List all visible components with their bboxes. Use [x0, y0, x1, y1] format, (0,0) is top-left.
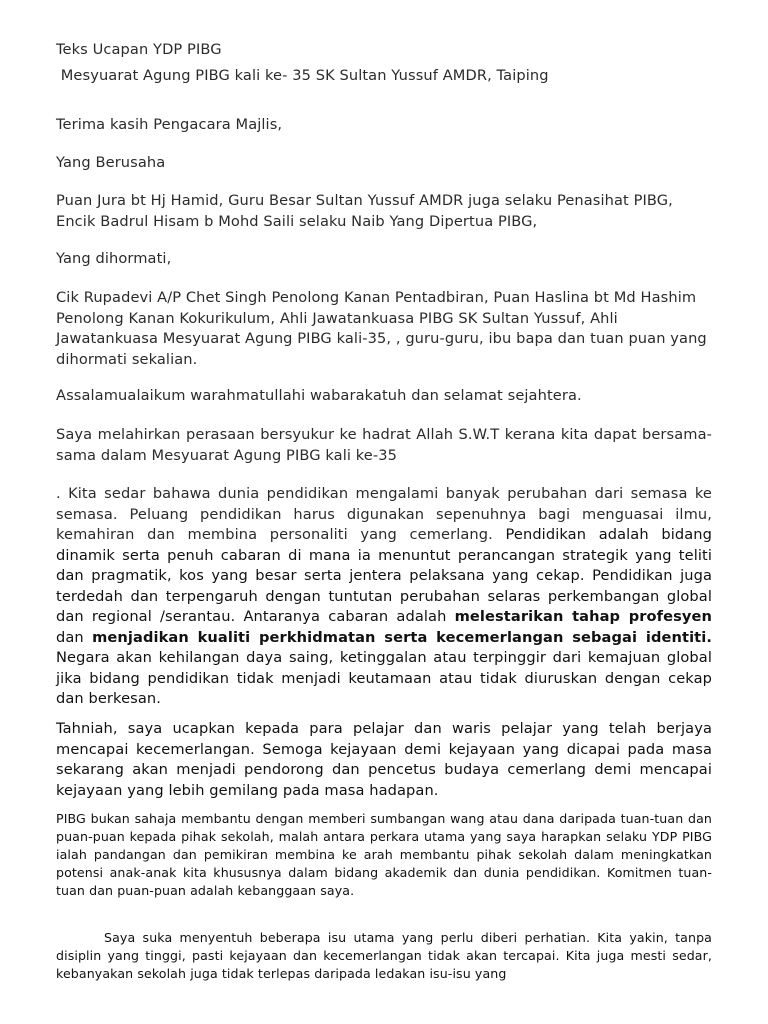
paragraph-dignitaries: Puan Jura bt Hj Hamid, Guru Besar Sultan Yussuf AMDR juga selaku Penasihat PIBG, Encik Badrul Hisam b Mohd Saili selaku Naib Yang Dipertua PIBG, [56, 192, 673, 230]
document-subtitle: Mesyuarat Agung PIBG kali ke- 35 SK Sultan Yussuf AMDR, Taiping [56, 67, 549, 84]
paragraph-congratulations: Tahniah, saya ucapkan kepada para pelajar dan waris pelajar yang telah berjaya mencapai kecemerlangan. Semoga kejayaan demi kejayaan yang dicapai pada masa sekarang akan menjadi pendorong dan pencetus budaya cemerlang demi mencapai kejayaan yang lebih gemilang pada masa hadapan. [56, 720, 712, 799]
greeting-line: Assalamualaikum warahmatullahi wabarakatuh dan selamat sejahtera. [56, 387, 582, 404]
salutation-dihormati: Yang dihormati, [56, 250, 172, 267]
paragraph-key-issues: Saya suka menyentuh beberapa isu utama yang perlu diberi perhatian. Kita yakin, tanpa disiplin yang tinggi, pasti kejayaan dan kecemerlangan tidak akan tercapai. Kita juga mesti sedar, kebanyakan sekolah juga tidak terlepas daripada ledakan isu-isu yang [56, 930, 712, 981]
bold-phrase: melestarikan tahap profesyen [454, 608, 712, 625]
thanks-line: Terima kasih Pengacara Majlis, [56, 116, 283, 133]
document-title: Teks Ucapan YDP PIBG [56, 41, 222, 58]
paragraph-text: Negara akan kehilangan daya saing, ketinggalan atau terpinggir dari kemajuan global jika bidang pendidikan tidak menjadi keutamaan atau tidak diuruskan dengan cekap dan berkesan. [56, 649, 712, 707]
bold-phrase: menjadikan kualiti perkhidmatan serta kecemerlangan sebagai identiti. [92, 628, 713, 646]
paragraph-gratitude: Saya melahirkan perasaan bersyukur ke hadrat Allah S.W.T kerana kita dapat bersama-sama dalam Mesyuarat Agung PIBG kali ke-35 [56, 426, 712, 464]
paragraph-text: Pendidikan adalah bidang dinamik serta penuh cabaran di mana ia menuntut perancangan strategik yang teliti dan pragmatik, kos yang besar serta jentera pelaksana yang cekap. Pendidikan juga terdedah dan terpengaruh dengan tuntutan perubahan selaras perkembangan global dan regional /serantau. Antaranya cabaran adalah [56, 526, 712, 625]
paragraph-text: . Kita sedar bahawa dunia pendidikan mengalami banyak perubahan dari semasa ke semasa. Peluang pendidikan harus digunakan sepenuhnya bagi menguasai ilmu, kemahiran dan membina personaliti yang cemerlang. [56, 485, 712, 543]
paragraph-guests: Cik Rupadevi A/P Chet Singh Penolong Kanan Pentadbiran, Puan Haslina bt Md Hashim Penolong Kanan Kokurikulum, Ahli Jawatankuasa PIBG SK Sultan Yussuf, Ahli Jawatankuasa Mesyuarat Agung PIBG kali-35, , guru-guru, ibu bapa dan tuan puan yang dihormati sekalian. [56, 289, 707, 368]
paragraph-pibg-role: PIBG bukan sahaja membantu dengan memberi sumbangan wang atau dana daripada tuan-tuan dan puan-puan kepada pihak sekolah, malah antara perkara utama yang saya harapkan selaku YDP PIBG ialah pandangan dan pemikiran membina ke arah membantu pihak sekolah dalam meningkatkan potensi anak-anak kita khususnya dalam bidang akademik dan dunia pendidikan. Komitmen tuan-tuan dan puan-puan adalah kebanggaan saya. [56, 811, 712, 898]
salutation-berusaha: Yang Berusaha [56, 154, 166, 171]
paragraph-text: dan [56, 628, 93, 646]
paragraph-education-challenges [56, 484, 712, 710]
